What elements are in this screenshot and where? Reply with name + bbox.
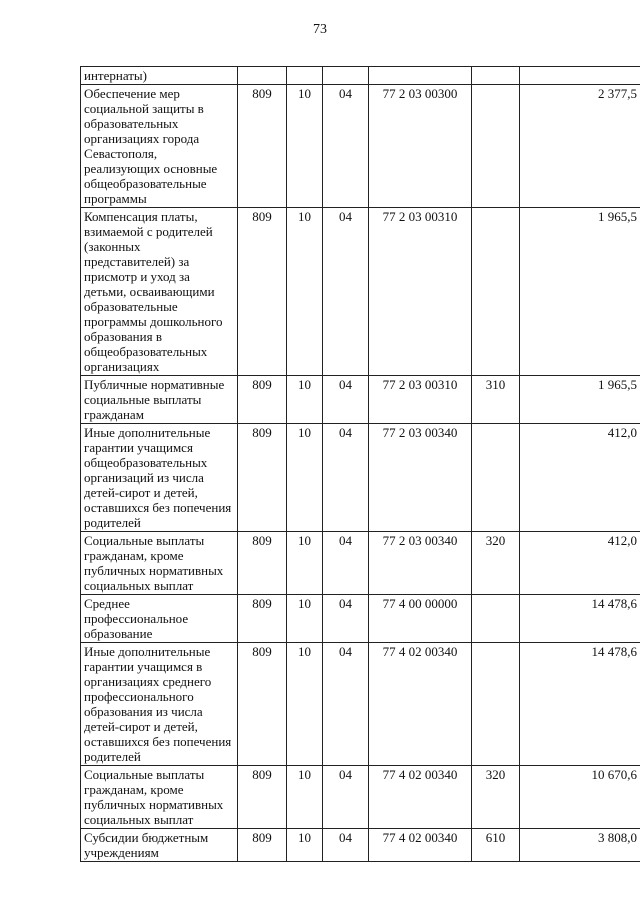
row-section: 10	[287, 829, 323, 862]
row-name: интернаты)	[81, 67, 238, 85]
row-target-code: 77 2 03 00310	[369, 376, 472, 424]
row-name: Компенсация платы, взимаемой с родителей (законных представителей) за присмотр и уход за детьми, осваивающими образовательные программы дошкольного образования в общеобразовательных организациях	[81, 208, 238, 376]
row-admin-code: 809	[238, 376, 287, 424]
table-row	[81, 376, 640, 424]
row-subsection: 04	[323, 208, 369, 376]
row-target-code: 77 4 02 00340	[369, 766, 472, 829]
row-admin-code: 809	[238, 643, 287, 766]
row-target-code: 77 4 00 00000	[369, 595, 472, 643]
row-admin-code: 809	[238, 532, 287, 595]
row-subsection: 04	[323, 643, 369, 766]
row-subsection: 04	[323, 829, 369, 862]
row-expense-type	[472, 85, 520, 208]
row-section: 10	[287, 595, 323, 643]
row-expense-type	[472, 643, 520, 766]
row-section: 10	[287, 376, 323, 424]
row-admin-code	[238, 67, 287, 85]
row-target-code: 77 2 03 00340	[369, 532, 472, 595]
row-target-code: 77 4 02 00340	[369, 829, 472, 862]
row-subsection: 04	[323, 595, 369, 643]
row-section: 10	[287, 208, 323, 376]
page-number: 73	[313, 22, 327, 37]
row-subsection	[323, 67, 369, 85]
table-row	[81, 766, 640, 829]
table-row	[81, 208, 640, 376]
row-sum: 14 478,6	[520, 595, 640, 643]
row-target-code: 77 2 03 00300	[369, 85, 472, 208]
row-expense-type: 310	[472, 376, 520, 424]
row-name: Иные дополнительные гарантии учащимся общеобразовательных организаций из числа детей-сирот и детей, оставшихся без попечения родителей	[81, 424, 238, 532]
row-target-code: 77 2 03 00340	[369, 424, 472, 532]
table-row	[81, 85, 640, 208]
row-name: Иные дополнительные гарантии учащимся в организациях среднего профессионального образования из числа детей-сирот и детей, оставшихся без попечения родителей	[81, 643, 238, 766]
row-subsection: 04	[323, 376, 369, 424]
row-admin-code: 809	[238, 85, 287, 208]
row-admin-code: 809	[238, 829, 287, 862]
row-expense-type	[472, 424, 520, 532]
row-section: 10	[287, 766, 323, 829]
budget-table	[80, 66, 640, 862]
row-expense-type	[472, 67, 520, 85]
row-section: 10	[287, 424, 323, 532]
row-expense-type: 320	[472, 766, 520, 829]
row-name: Социальные выплаты гражданам, кроме публичных нормативных социальных выплат	[81, 766, 238, 829]
table-row	[81, 829, 640, 862]
row-target-code: 77 2 03 00310	[369, 208, 472, 376]
row-sum: 14 478,6	[520, 643, 640, 766]
table-row	[81, 67, 640, 85]
row-section: 10	[287, 85, 323, 208]
row-sum: 3 808,0	[520, 829, 640, 862]
table-row	[81, 595, 640, 643]
row-sum: 10 670,6	[520, 766, 640, 829]
row-sum: 2 377,5	[520, 85, 640, 208]
row-section: 10	[287, 643, 323, 766]
row-admin-code: 809	[238, 208, 287, 376]
row-name: Обеспечение мер социальной защиты в образовательных организациях города Севастополя, реализующих основные общеобразовательные программы	[81, 85, 238, 208]
row-sum: 412,0	[520, 424, 640, 532]
row-sum: 1 965,5	[520, 208, 640, 376]
row-admin-code: 809	[238, 595, 287, 643]
row-subsection: 04	[323, 85, 369, 208]
table-row	[81, 424, 640, 532]
row-subsection: 04	[323, 424, 369, 532]
row-expense-type: 610	[472, 829, 520, 862]
row-subsection: 04	[323, 766, 369, 829]
row-target-code: 77 4 02 00340	[369, 643, 472, 766]
row-expense-type	[472, 208, 520, 376]
row-subsection: 04	[323, 532, 369, 595]
row-section: 10	[287, 532, 323, 595]
row-sum: 412,0	[520, 532, 640, 595]
table-row	[81, 643, 640, 766]
row-admin-code: 809	[238, 766, 287, 829]
row-sum: 1 965,5	[520, 376, 640, 424]
row-name: Публичные нормативные социальные выплаты гражданам	[81, 376, 238, 424]
row-name: Среднее профессиональное образование	[81, 595, 238, 643]
table-row	[81, 532, 640, 595]
row-admin-code: 809	[238, 424, 287, 532]
row-name: Социальные выплаты гражданам, кроме публичных нормативных социальных выплат	[81, 532, 238, 595]
row-expense-type	[472, 595, 520, 643]
row-expense-type: 320	[472, 532, 520, 595]
row-name: Субсидии бюджетным учреждениям	[81, 829, 238, 862]
row-section	[287, 67, 323, 85]
row-sum	[520, 67, 640, 85]
table-body	[81, 67, 640, 862]
row-target-code	[369, 67, 472, 85]
